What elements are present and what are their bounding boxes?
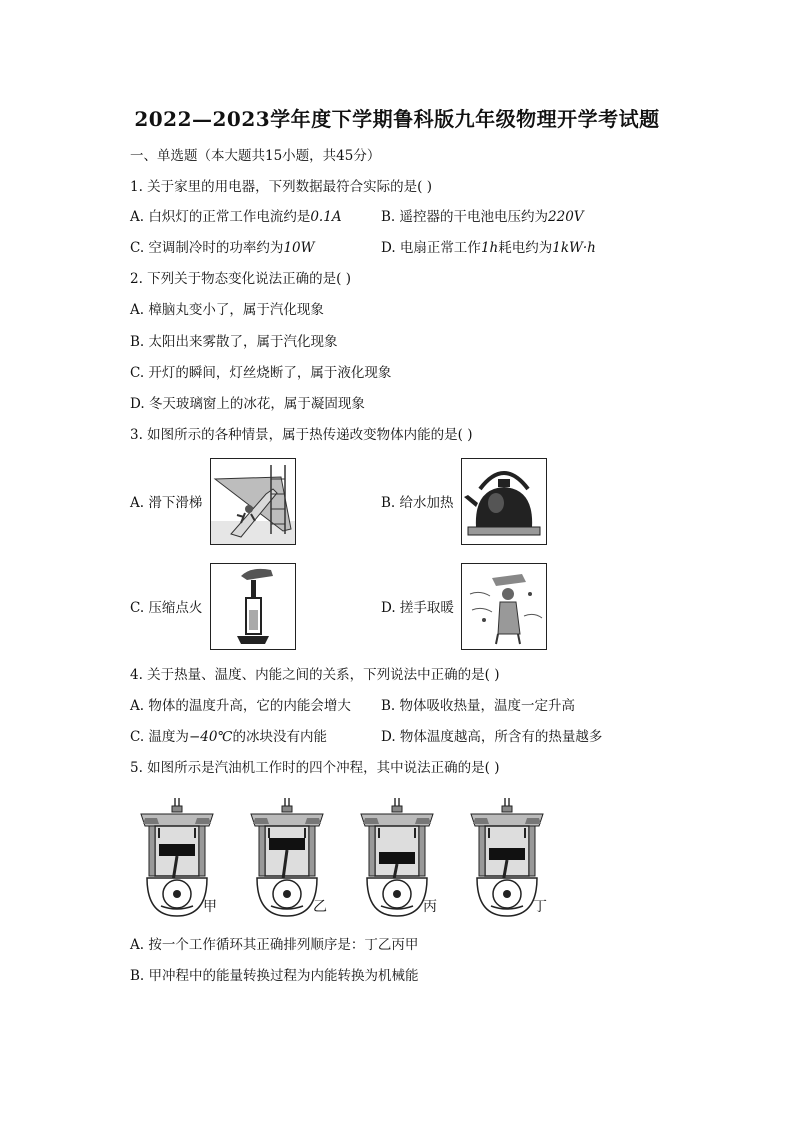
section-heading: 一、单选题（本大题共15小题，共45分） — [130, 148, 381, 164]
question-2-stem: 2. 下列关于物态变化说法正确的是( ) — [130, 271, 351, 287]
q3-option-d[interactable]: D. 搓手取暖 — [381, 600, 454, 616]
q1-option-a[interactable]: A. 白炽灯的正常工作电流约是0.1A — [130, 209, 342, 225]
q4-option-d[interactable]: D. 物体温度越高，所含有的热量越多 — [381, 729, 603, 745]
pump-ignition-image — [210, 563, 296, 650]
engine-label: 丙 — [423, 899, 437, 915]
q3-option-c[interactable]: C. 压缩点火 — [130, 600, 203, 616]
slide-image — [210, 458, 296, 545]
q5-option-a[interactable]: A. 按一个工作循环其正确排列顺序是：丁乙丙甲 — [130, 937, 419, 953]
question-5-stem: 5. 如图所示是汽油机工作时的四个冲程，其中说法正确的是( ) — [130, 760, 500, 776]
page-title: 2022—2023学年度下学期鲁科版九年级物理开学考试题 — [134, 107, 660, 131]
q1-option-b[interactable]: B. 遥控器的干电池电压约为220V — [381, 209, 584, 225]
engine-label: 甲 — [203, 899, 217, 915]
question-4-stem: 4. 关于热量、温度、内能之间的关系，下列说法中正确的是( ) — [130, 667, 500, 683]
engine-label: 丁 — [533, 899, 547, 915]
question-3-stem: 3. 如图所示的各种情景，属于热传递改变物体内能的是( ) — [130, 427, 473, 443]
q4-option-a[interactable]: A. 物体的温度升高，它的内能会增大 — [130, 698, 351, 714]
q5-option-b[interactable]: B. 甲冲程中的能量转换过程为内能转换为机械能 — [130, 968, 419, 984]
q4-option-b[interactable]: B. 物体吸收热量，温度一定升高 — [381, 698, 576, 714]
rubbing-hands-image — [461, 563, 547, 650]
q2-option-d[interactable]: D. 冬天玻璃窗上的冰花，属于凝固现象 — [130, 396, 365, 412]
q3-option-a[interactable]: A. 滑下滑梯 — [130, 495, 203, 511]
q4-option-c[interactable]: C. 温度为−40℃的冰块没有内能 — [130, 729, 328, 745]
q2-option-a[interactable]: A. 樟脑丸变小了，属于汽化现象 — [130, 302, 324, 318]
q2-option-c[interactable]: C. 开灯的瞬间，灯丝烧断了，属于液化现象 — [130, 365, 392, 381]
q1-option-c[interactable]: C. 空调制冷时的功率约为10W — [130, 240, 315, 256]
q3-option-b[interactable]: B. 给水加热 — [381, 495, 454, 511]
question-1-stem: 1. 关于家里的用电器，下列数据最符合实际的是( ) — [130, 179, 432, 195]
q2-option-b[interactable]: B. 太阳出来雾散了，属于汽化现象 — [130, 334, 338, 350]
q1-option-d[interactable]: D. 电扇正常工作1h耗电约为1kW·h — [381, 240, 596, 256]
engine-label: 乙 — [313, 899, 327, 915]
kettle-image — [461, 458, 547, 545]
